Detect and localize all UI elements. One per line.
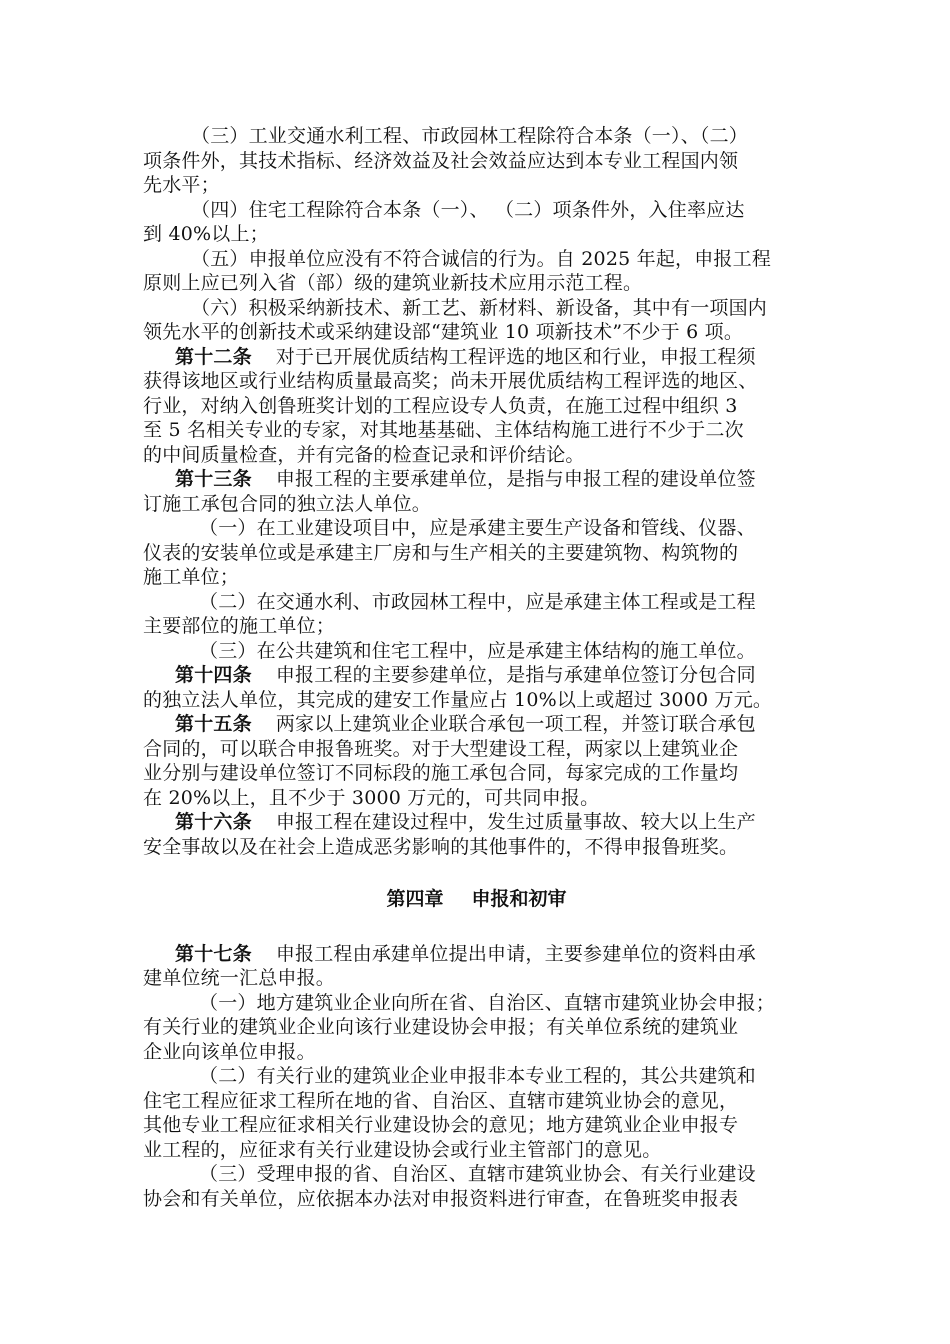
article-13: [143, 467, 810, 492]
text-line: 仪表的安装单位或是承建主厂房和与生产相关的主要建筑物、构筑物的: [143, 541, 739, 564]
article-label: 第十六条: [175, 811, 252, 833]
text-line: （四）住宅工程除符合本条（一）、 （二）项条件外，入住率应达: [191, 198, 745, 221]
text-line: 项条件外，其技术指标、经济效益及社会效益应达到本专业工程国内领: [143, 149, 739, 172]
text-line: （六）积极采纳新技术、新工艺、新材料、新设备，其中有一项国内: [191, 296, 768, 319]
article-text: 对于已开展优质结构工程评选的地区和行业，申报工程须: [275, 345, 756, 368]
block-c: [143, 492, 810, 664]
text-line: 在 20%以上，且不少于 3000 万元的，可共同申报。: [143, 786, 600, 809]
text-line: （三）在公共建筑和住宅工程中，应是承建主体结构的施工单位。: [199, 639, 756, 662]
block-f: [143, 835, 810, 860]
block-g: [143, 966, 810, 1211]
text-line: 合同的，可以联合申报鲁班奖。对于大型建设工程，两家以上建筑业企: [143, 737, 739, 760]
article-text: 申报工程由承建单位提出申请，主要参建单位的资料由承: [275, 942, 756, 965]
text-line: 的中间质量检查，并有完备的检查记录和评价结论。: [143, 443, 585, 466]
block-a: [143, 124, 810, 345]
article-15: [143, 712, 810, 737]
text-line: （一）地方建筑业企业向所在省、自治区、直辖市建筑业协会申报；: [199, 991, 776, 1014]
text-line: 先水平；: [143, 174, 220, 196]
article-text: 申报工程的主要参建单位，是指与承建单位签订分包合同: [275, 664, 756, 686]
text-line: 协会和有关单位，应依据本办法对申报资料进行审查，在鲁班奖申报表: [143, 1187, 739, 1210]
text-line: 住宅工程应征求工程所在地的省、自治区、直辖市建筑业协会的意见，: [143, 1089, 739, 1112]
article-12: [143, 345, 810, 370]
article-14: [143, 663, 810, 688]
block-b: [143, 369, 810, 467]
text-line: 到 40%以上；: [143, 223, 269, 245]
chapter-heading: [143, 887, 810, 912]
text-line: 获得该地区或行业结构质量最高奖；尚未开展优质结构工程评选的地区、: [143, 370, 758, 392]
text-line: （五）申报单位应没有不符合诚信的行为。自 2025 年起，申报工程: [191, 247, 772, 270]
chapter-title: 申报和初审: [471, 888, 567, 910]
article-text: 申报工程的主要承建单位，是指与申报工程的建设单位签: [275, 468, 756, 490]
chapter-number: 第四章: [386, 888, 444, 910]
block-d: [143, 688, 810, 713]
text-line: 主要部位的施工单位；: [143, 615, 336, 637]
text-line: 至 5 名相关专业的专家，对其地基基础、主体结构施工进行不少于二次: [143, 419, 744, 441]
text-line: 施工单位；: [143, 566, 240, 588]
text-line: （二）有关行业的建筑业企业申报非本专业工程的，其公共建筑和: [199, 1065, 756, 1087]
article-label: 第十三条: [175, 468, 252, 490]
text-line: 订施工承包合同的独立法人单位。: [143, 492, 432, 515]
article-label: 第十二条: [175, 345, 252, 368]
text-line: 建单位统一汇总申报。: [143, 967, 336, 989]
text-line: 业工程的，应征求有关行业建设协会或行业主管部门的意见。: [143, 1138, 662, 1161]
article-17: [143, 942, 810, 967]
text-line: （三）工业交通水利工程、市政园林工程除符合本条（一）、（二）: [191, 125, 749, 147]
text-line: 领先水平的创新技术或采纳建设部“建筑业 10 项新技术”不少于 6 项。: [143, 321, 744, 343]
text-line: （三）受理申报的省、自治区、直辖市建筑业协会、有关行业建设: [199, 1163, 756, 1185]
text-line: 其他专业工程应征求相关行业建设协会的意见；地方建筑业企业申报专: [143, 1114, 739, 1136]
article-label: 第十四条: [175, 664, 252, 686]
text-line: （二）在交通水利、市政园林工程中，应是承建主体工程或是工程: [199, 590, 756, 613]
block-e: [143, 737, 810, 811]
text-line: （一）在工业建设项目中，应是承建主要生产设备和管线、仪器、: [199, 517, 756, 539]
article-text: 两家以上建筑业企业联合承包一项工程，并签订联合承包: [275, 713, 756, 735]
text-line: 企业向该单位申报。: [143, 1040, 316, 1063]
text-line: 行业，对纳入创鲁班奖计划的工程应设专人负责，在施工过程中组织 3: [143, 394, 738, 417]
article-label: 第十七条: [175, 942, 252, 965]
text-line: 安全事故以及在社会上造成恶劣影响的其他事件的，不得申报鲁班奖。: [143, 835, 739, 858]
article-text: 申报工程在建设过程中，发生过质量事故、较大以上生产: [275, 811, 756, 833]
article-label: 第十五条: [175, 713, 252, 735]
text-line: 有关行业的建筑业企业向该行业建设协会申报；有关单位系统的建筑业: [143, 1016, 739, 1038]
text-line: 原则上应已列入省（部）级的建筑业新技术应用示范工程。: [143, 272, 643, 294]
text-line: 业分别与建设单位签订不同标段的施工承包合同，每家完成的工作量均: [143, 762, 739, 784]
article-16: [143, 810, 810, 835]
text-line: 的独立法人单位，其完成的建安工作量应占 10%以上或超过 3000 万元。: [143, 688, 773, 711]
